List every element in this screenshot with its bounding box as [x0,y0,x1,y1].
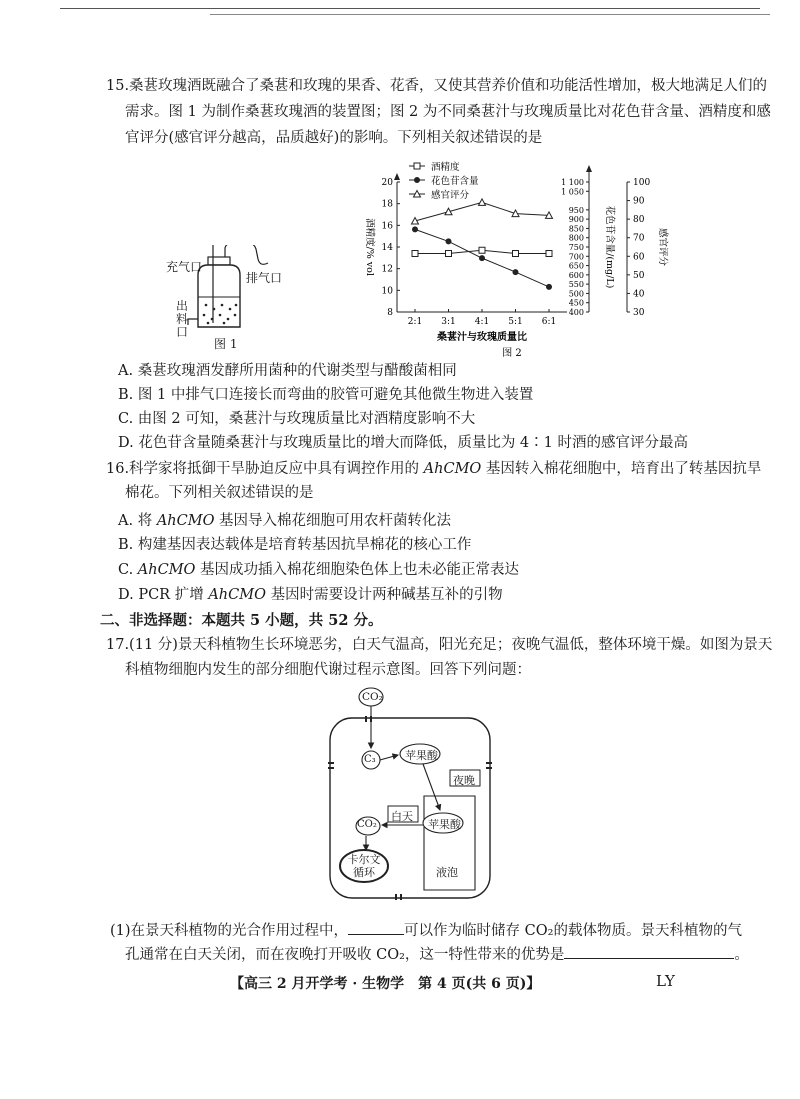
diagram-malic-acid-1: 苹果酸 [405,749,438,762]
q17-sub1-line1: (1)在景天科植物的光合作用过程中， 可以作为临时储存 CO₂的载体物质。景天科植物的气 [110,918,742,943]
left-tick-label: 18 [381,199,393,210]
left-tick-label: 14 [381,243,393,253]
section2-heading: 二、非选择题：本题共 5 小题，共 52 分。 [100,612,383,629]
legend-label-0: 酒精度 [431,162,460,173]
anthocyanin-tick-label: 650 [568,261,584,271]
data-point-0 [546,251,552,257]
q15-stem-line2: 需求。图 1 为制作桑葚玫瑰酒的装置图；图 2 为不同桑葚汁与玫瑰质量比对花色苷含量、酒精度和感 [125,104,771,120]
fig1-sample-port-label: 出 料 口 [176,299,189,339]
page-footer: 【高三 2 月开学考 · 生物学 第 4 页(共 6 页)】 [230,976,541,992]
data-point-0 [446,251,452,257]
diagram-night-label: 夜晚 [453,774,475,787]
x-tick-label: 4:1 [474,317,490,327]
anthocyanin-tick-label: 900 [568,215,584,225]
sensory-tick-label: 30 [633,308,645,318]
anthocyanin-tick-label: 700 [568,252,584,262]
q15-option-c: C. 由图 2 可知，桑葚汁与玫瑰质量比对酒精度影响不大 [118,411,476,427]
q16-stem-line2: 棉花。下列相关叙述错误的是 [125,485,314,501]
data-point-1 [513,269,519,275]
q17-stem-line2: 科植物细胞内发生的部分细胞代谢过程示意图。回答下列问题： [125,662,531,678]
right-axis-arrow [586,165,592,172]
legend-label-1: 花色苷含量 [431,176,479,187]
legend-marker-1 [414,177,420,183]
fig1-inlet-label: 充气口 [166,260,203,274]
data-point-1 [546,284,552,290]
anthocyanin-axis-label: 花色苷含量/(mg/L) [604,205,615,289]
q16-option-a: A. 将 AhCMO 基因导入棉花细胞可用农杆菌转化法 [118,513,452,529]
x-tick-label: 6:1 [541,317,557,327]
data-point-0 [412,251,418,257]
data-point-1 [479,255,485,261]
sensory-tick-label: 80 [633,215,645,226]
anthocyanin-tick-label: 1 050 [561,187,584,197]
anthocyanin-tick-label: 750 [568,243,584,252]
diagram-day-label: 白天 [391,810,413,823]
x-tick-label: 3:1 [441,317,456,327]
diagram-vacuole: 液泡 [436,866,458,879]
q15-stem-line1: 15.桑葚玫瑰酒既融合了桑葚和玫瑰的果香、花香，又使其营养价值和功能活性增加，极大地满足人们的 [106,78,768,94]
q15-option-d: D. 花色苷含量随桑葚汁与玫瑰质量比的增大而降低，质量比为 4∶1 时酒的感官评分最高 [118,435,688,451]
x-tick-label: 2:1 [407,317,423,327]
sensory-axis-label: 感官评分 [657,227,668,267]
q17-sub1-line2: 孔通常在白天关闭，而在夜晚打开吸收 CO₂，这一特性带来的优势是 。 [125,942,749,967]
q15-stem-line3: 官评分(感官评分越高，品质越好)的影响。下列相关叙述错误的是 [125,130,543,146]
anthocyanin-tick-label: 850 [568,224,584,234]
sensory-tick-label: 100 [633,178,651,188]
left-tick-label: 16 [381,221,393,232]
anthocyanin-tick-label: 400 [568,308,584,317]
data-point-0 [513,251,519,257]
x-tick-label: 5:1 [508,317,523,327]
chart-title: 图 2 [502,348,522,359]
sensory-tick-label: 60 [633,252,645,263]
left-tick-label: 20 [381,178,393,188]
paper-code: LY [656,972,675,990]
anthocyanin-tick-label: 550 [568,280,584,290]
top-rule-2 [210,14,770,15]
sensory-tick-label: 70 [633,233,645,244]
anthocyanin-tick-label: 800 [568,233,584,243]
left-tick-label: 8 [387,308,393,318]
answer-blank-2[interactable] [564,942,734,959]
left-axis-arrow [394,173,400,180]
q16-option-d: D. PCR 扩增 AhCMO 基因时需要设计两种碱基互补的引物 [118,587,503,603]
legend-label-2: 感官评分 [431,190,470,201]
data-point-1 [446,238,452,244]
legend-marker-0 [414,163,420,169]
anthocyanin-tick-label: 950 [568,205,584,215]
q17-stem-line1: 17.(11 分)景天科植物生长环境恶劣，白天气温高，阳光充足；夜晚气温低，整体环境干燥。如图为景天 [106,637,773,653]
fig1-outlet-label: 排气口 [246,271,283,285]
anthocyanin-tick-label: 1 100 [561,178,584,187]
data-point-1 [412,226,418,232]
anthocyanin-tick-label: 450 [568,298,584,308]
sensory-tick-label: 50 [633,270,645,281]
left-tick-label: 10 [381,286,393,297]
fig2-chart [355,160,685,360]
data-point-2 [479,199,486,206]
q16-option-b: B. 构建基因表达载体是培育转基因抗旱棉花的核心工作 [118,537,472,553]
q16-option-c: C. AhCMO 基因成功插入棉花细胞染色体上也未必能正常表达 [118,562,520,578]
q16-stem-line1: 16.科学家将抵御干旱胁迫反应中具有调控作用的 AhCMO 基因转入棉花细胞中，培育出了转基因抗旱 [106,461,762,477]
data-point-0 [479,247,485,253]
diagram-co2-inner: CO₂ [357,819,377,830]
diagram-co2-top: CO₂ [362,691,383,703]
sensory-tick-label: 40 [633,289,645,300]
diagram-calvin-cycle: 卡尔文 循环 [347,853,381,879]
anthocyanin-tick-label: 500 [568,289,584,299]
q15-option-b: B. 图 1 中排气口连接长而弯曲的胶管可避免其他微生物进入装置 [118,387,534,403]
fig1-caption: 图 1 [214,337,238,351]
diagram-c3: C₃ [364,754,376,765]
sensory-tick-label: 90 [633,196,645,207]
left-tick-label: 12 [381,264,393,275]
q15-option-a: A. 桑葚玫瑰酒发酵所用菌种的代谢类型与醋酸菌相同 [118,363,457,379]
top-rule [60,8,760,9]
answer-blank-1[interactable] [348,918,404,935]
left-axis-label: 酒精度/% vol [364,218,375,276]
diagram-malic-acid-2: 苹果酸 [428,818,461,831]
anthocyanin-tick-label: 600 [568,270,584,280]
x-axis-label: 桑葚汁与玫瑰质量比 [437,332,527,343]
